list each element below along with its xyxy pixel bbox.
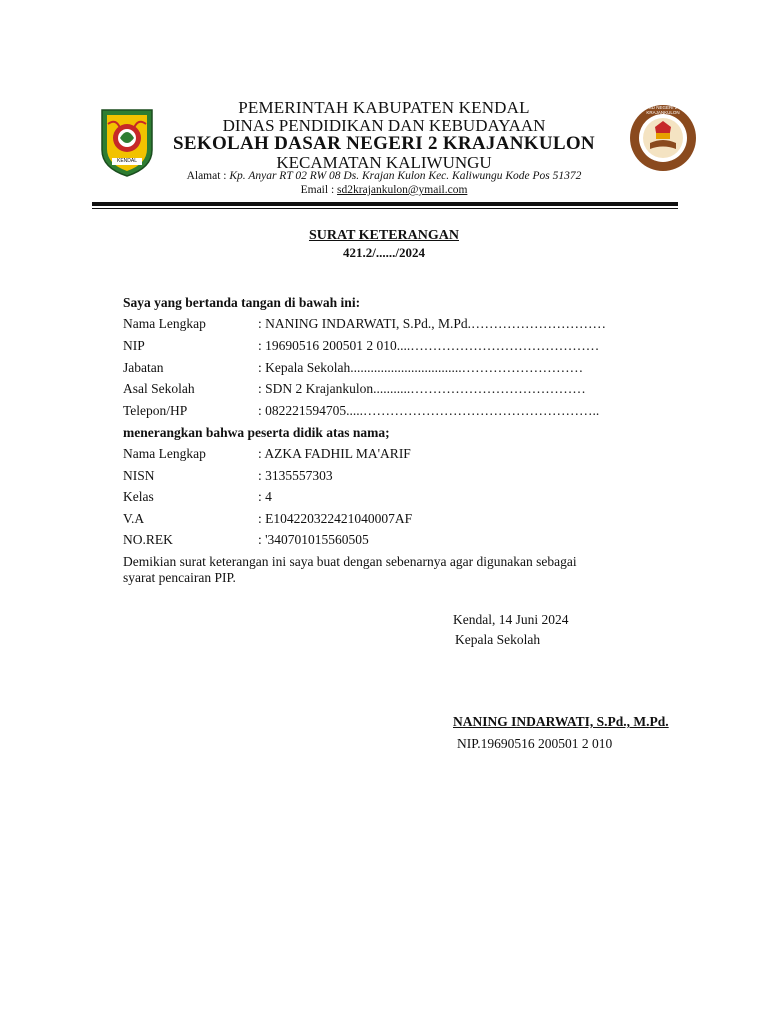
closing-statement-line1: Demikian surat keterangan ini saya buat dengan sebenarnya agar digunakan sebagai [123,554,577,569]
email-link[interactable]: sd2krajankulon@ymail.com [337,184,468,196]
letterhead-department: DINAS PENDIDIKAN DAN KEBUDAYAAN [222,116,546,135]
signer-signature-nip: NIP.19690516 200501 2 010 [457,736,613,751]
letterhead-address [0,170,768,182]
student-nisn-value: : 3135557303 [258,468,333,483]
letterhead-thick-rule [92,202,678,206]
signer-nip-label: NIP [123,338,145,353]
email-label: Email : [300,184,335,196]
document-title: SURAT KETERANGAN [308,228,459,243]
kendal-logo-label: KENDAL [116,158,137,164]
signer-phone-value: : 082221594705.....…………………………………………….. [258,403,600,418]
place-date: Kendal, 14 Juni 2024 [453,612,569,627]
student-name-label: Nama Lengkap [123,446,206,461]
signer-nip-value: : 19690516 200501 2 010....…………………………………… [258,338,600,353]
letterhead-school-name: SEKOLAH DASAR NEGERI 2 KRAJANKULON [173,133,595,154]
document-number: 421.2/....../2024 [343,245,425,260]
student-va-value: : E104220322421040007AF [258,511,413,526]
signer-intro: Saya yang bertanda tangan di bawah ini: [123,295,361,310]
school-emblem-text: SD NEGERI 2 KRAJANKULON [646,105,680,115]
signer-position-title: Kepala Sekolah [455,632,541,647]
letterhead-thin-rule [92,208,678,209]
signer-school-label: Asal Sekolah [123,381,195,396]
address-label: Alamat : [186,170,227,182]
signer-signature-name: NANING INDARWATI, S.Pd., M.Pd. [453,714,669,729]
closing-statement-line2: syarat pencairan PIP. [123,570,236,585]
address-value: Kp. Anyar RT 02 RW 08 Ds. Krajan Kulon Kec. Kaliwungu Kode Pos 51372 [229,170,582,182]
signer-phone-label: Telepon/HP [123,403,188,418]
letterhead-email [0,184,768,196]
signer-name-value: : NANING INDARWATI, S.Pd., M.Pd.………………………… [258,316,607,331]
student-va-label: V.A [123,511,145,526]
student-class-label: Kelas [123,489,154,504]
student-account-value: : '340701015560505 [258,532,369,547]
signer-name-label: Nama Lengkap [123,316,206,331]
letterhead-district: KECAMATAN KALIWUNGU [276,153,492,172]
signer-position-value: : Kepala Sekolah.................................……………………… [258,360,584,375]
student-name-value: : AZKA FADHIL MA'ARIF [258,446,411,461]
student-nisn-label: NISN [123,468,155,483]
student-class-value: : 4 [258,489,272,504]
signer-school-value: : SDN 2 Krajankulon...........………………………………… [258,381,586,396]
student-intro: menerangkan bahwa peserta didik atas nama; [123,425,390,440]
letterhead-government: PEMERINTAH KABUPATEN KENDAL [238,98,530,117]
signer-position-label: Jabatan [123,360,164,375]
student-account-label: NO.REK [123,532,173,547]
